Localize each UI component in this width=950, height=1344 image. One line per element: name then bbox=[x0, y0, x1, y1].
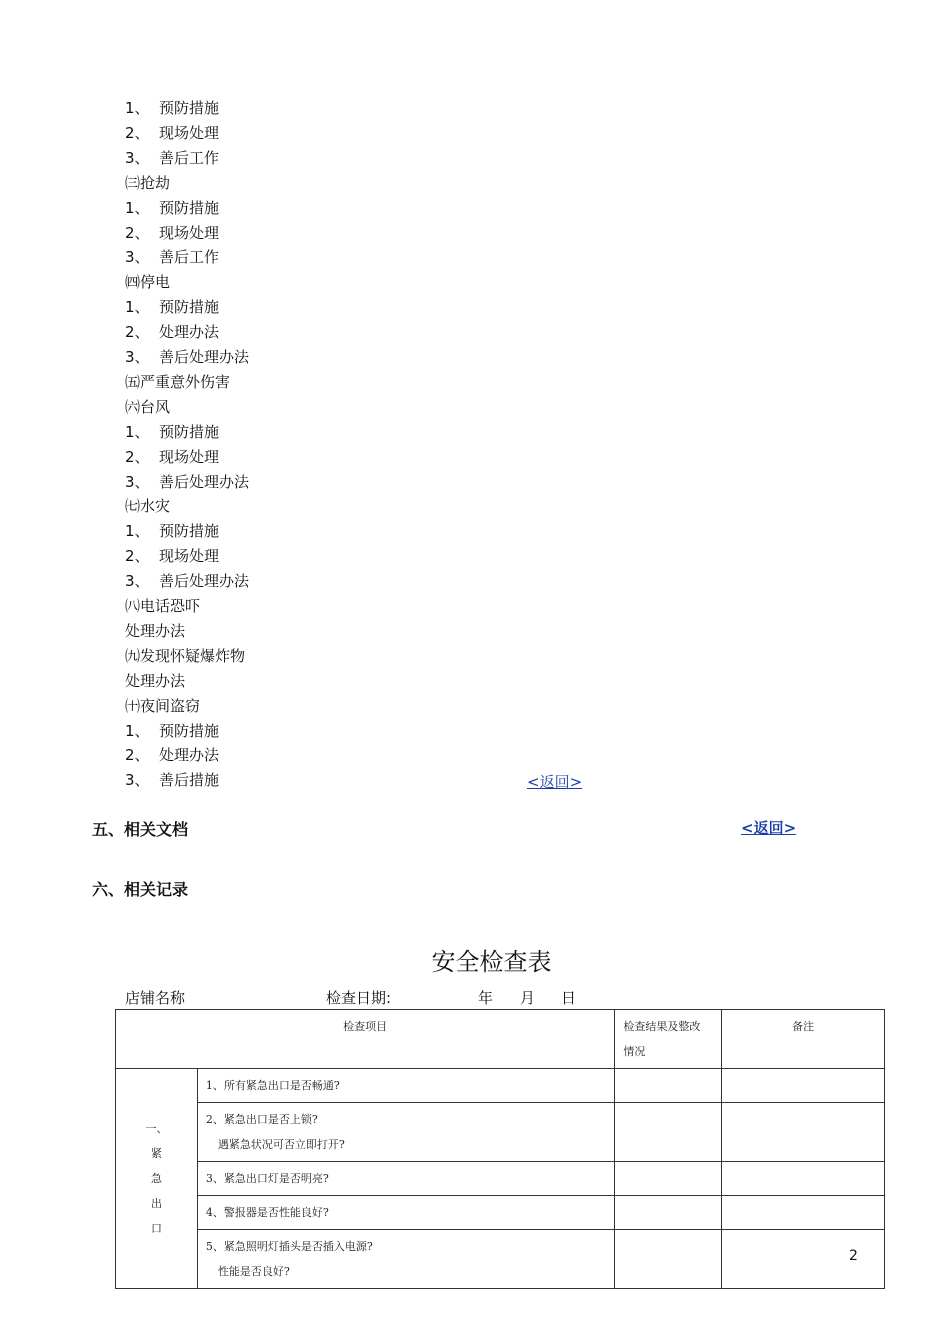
outline-item-number: 3、 bbox=[125, 348, 150, 366]
outline-item bbox=[125, 521, 219, 541]
outline-item bbox=[125, 123, 219, 143]
header-check-item: 检查项目 bbox=[116, 1010, 615, 1069]
section-5-heading: 五、相关文档 bbox=[92, 820, 189, 839]
result-cell[interactable] bbox=[615, 1162, 722, 1196]
outline-item-text: 预防措施 bbox=[159, 721, 220, 740]
outline-item bbox=[125, 297, 219, 317]
outline-item bbox=[125, 447, 219, 467]
header-result: 检查结果及整改 情况 bbox=[615, 1010, 722, 1069]
outline-item-text: 处理办法 bbox=[125, 621, 186, 640]
outline-item-number: 1、 bbox=[125, 198, 150, 217]
outline-item bbox=[125, 372, 230, 392]
page-number: 2 bbox=[849, 1248, 858, 1264]
outline-item bbox=[125, 322, 219, 342]
outline-item-text: 善后处理办法 bbox=[159, 472, 250, 491]
outline-item-text: 现场处理 bbox=[159, 223, 220, 242]
table-row bbox=[116, 1069, 885, 1103]
check-item-cell: 1、所有紧急出口是否畅通? bbox=[197, 1069, 614, 1103]
outline-item-text: 预防措施 bbox=[159, 99, 220, 117]
outline-item-number: 1、 bbox=[125, 522, 150, 541]
outline-item-text: ㈩夜间盗窃 bbox=[125, 696, 201, 715]
note-cell[interactable] bbox=[722, 1103, 885, 1162]
table-header-row bbox=[116, 1010, 885, 1069]
table-row bbox=[116, 1196, 885, 1230]
return-link[interactable]: <返回> bbox=[527, 773, 583, 791]
outline-item bbox=[125, 422, 219, 442]
outline-item-number: 3、 bbox=[125, 472, 150, 491]
table-row bbox=[116, 1103, 885, 1162]
outline-item-text: 现场处理 bbox=[159, 547, 220, 566]
outline-item bbox=[125, 621, 185, 641]
outline-item-number: 2、 bbox=[125, 547, 150, 566]
result-cell[interactable] bbox=[615, 1230, 722, 1289]
header-note: 备注 bbox=[722, 1010, 885, 1069]
outline-item bbox=[125, 272, 170, 292]
outline-item-number: 1、 bbox=[125, 422, 150, 441]
note-cell[interactable] bbox=[722, 1196, 885, 1230]
outline-item-number: 1、 bbox=[125, 298, 150, 317]
outline-item bbox=[125, 596, 200, 616]
note-cell[interactable] bbox=[722, 1230, 885, 1289]
table-row bbox=[116, 1230, 885, 1289]
outline-item bbox=[125, 571, 249, 591]
outline-item-text: 预防措施 bbox=[159, 522, 220, 541]
outline-item-number: 3、 bbox=[125, 148, 150, 167]
outline-item-number: 2、 bbox=[125, 746, 150, 765]
outline-item bbox=[125, 496, 170, 516]
result-cell[interactable] bbox=[615, 1069, 722, 1103]
outline-item-text: 善后处理办法 bbox=[159, 572, 250, 591]
check-item-cell: 4、警报器是否性能良好? bbox=[197, 1196, 614, 1230]
outline-item-text: 现场处理 bbox=[159, 123, 220, 142]
outline-item-text: ㈨发现怀疑爆炸物 bbox=[125, 646, 246, 665]
year-label: 年 bbox=[478, 989, 494, 1007]
check-item-cell: 5、紧急照明灯插头是否插入电源? 性能是否良好? bbox=[197, 1230, 614, 1289]
store-name-label: 店铺名称 bbox=[125, 989, 186, 1007]
month-label: 月 bbox=[520, 989, 536, 1007]
outline-item-number: 2、 bbox=[125, 223, 150, 242]
note-cell[interactable] bbox=[722, 1069, 885, 1103]
category-emergency-exit: 一、 紧 急 出 口 bbox=[116, 1069, 198, 1289]
outline-item-number: 2、 bbox=[125, 123, 150, 142]
safety-check-table bbox=[115, 1009, 885, 1289]
outline-item bbox=[125, 721, 219, 741]
outline-item-text: 预防措施 bbox=[159, 198, 220, 217]
outline-item bbox=[125, 770, 219, 790]
outline-item bbox=[125, 198, 219, 218]
outline-item-text: 预防措施 bbox=[159, 422, 220, 441]
outline-item bbox=[125, 247, 219, 267]
outline-item-text: 处理办法 bbox=[159, 323, 220, 342]
outline-item-text: ㈢抢劫 bbox=[125, 173, 171, 192]
outline-item-number: 3、 bbox=[125, 771, 150, 790]
section-6-heading: 六、相关记录 bbox=[92, 880, 189, 899]
outline-item bbox=[125, 546, 219, 566]
outline-item bbox=[125, 148, 219, 168]
day-label: 日 bbox=[561, 989, 577, 1007]
outline-item-number: 2、 bbox=[125, 447, 150, 466]
outline-item-number: 3、 bbox=[125, 572, 150, 591]
outline-item bbox=[125, 745, 219, 765]
outline-item-text: 处理办法 bbox=[159, 746, 220, 765]
check-date-label: 检查日期: bbox=[326, 989, 392, 1007]
outline-item-number: 1、 bbox=[125, 721, 150, 740]
outline-item bbox=[125, 347, 249, 367]
outline-item-text: ㈦水灾 bbox=[125, 497, 171, 516]
outline-item-text: 善后措施 bbox=[159, 771, 220, 790]
outline-item bbox=[125, 223, 219, 243]
outline-item-text: 现场处理 bbox=[159, 447, 220, 466]
outline-item-text: ㈥台风 bbox=[125, 397, 171, 416]
outline-item bbox=[125, 397, 170, 417]
outline-item-text: 预防措施 bbox=[159, 298, 220, 317]
form-title: 安全检查表 bbox=[431, 948, 552, 976]
note-cell[interactable] bbox=[722, 1162, 885, 1196]
outline-item bbox=[125, 98, 219, 118]
check-item-cell: 2、紧急出口是否上锁? 遇紧急状况可否立即打开? bbox=[197, 1103, 614, 1162]
result-cell[interactable] bbox=[615, 1196, 722, 1230]
outline-item bbox=[125, 472, 249, 492]
outline-item-text: 处理办法 bbox=[125, 671, 186, 690]
result-cell[interactable] bbox=[615, 1103, 722, 1162]
outline-item-text: 善后处理办法 bbox=[159, 348, 250, 366]
outline-item bbox=[125, 671, 185, 691]
table-row bbox=[116, 1162, 885, 1196]
outline-item-text: ㈣停电 bbox=[125, 273, 171, 292]
outline-item bbox=[125, 646, 245, 666]
check-item-cell: 3、紧急出口灯是否明亮? bbox=[197, 1162, 614, 1196]
outline-item-text: ㈧电话恐吓 bbox=[125, 597, 201, 615]
outline-item bbox=[125, 696, 200, 716]
outline-item-number: 3、 bbox=[125, 248, 150, 267]
outline-item-text: 善后工作 bbox=[159, 248, 220, 267]
return-link-section-5[interactable]: <返回> bbox=[741, 819, 797, 837]
outline-item-number: 1、 bbox=[125, 99, 150, 117]
outline-item bbox=[125, 173, 170, 193]
outline-item-text: 善后工作 bbox=[159, 148, 220, 167]
outline-item-number: 2、 bbox=[125, 323, 150, 342]
outline-item-text: ㈤严重意外伤害 bbox=[125, 372, 231, 391]
